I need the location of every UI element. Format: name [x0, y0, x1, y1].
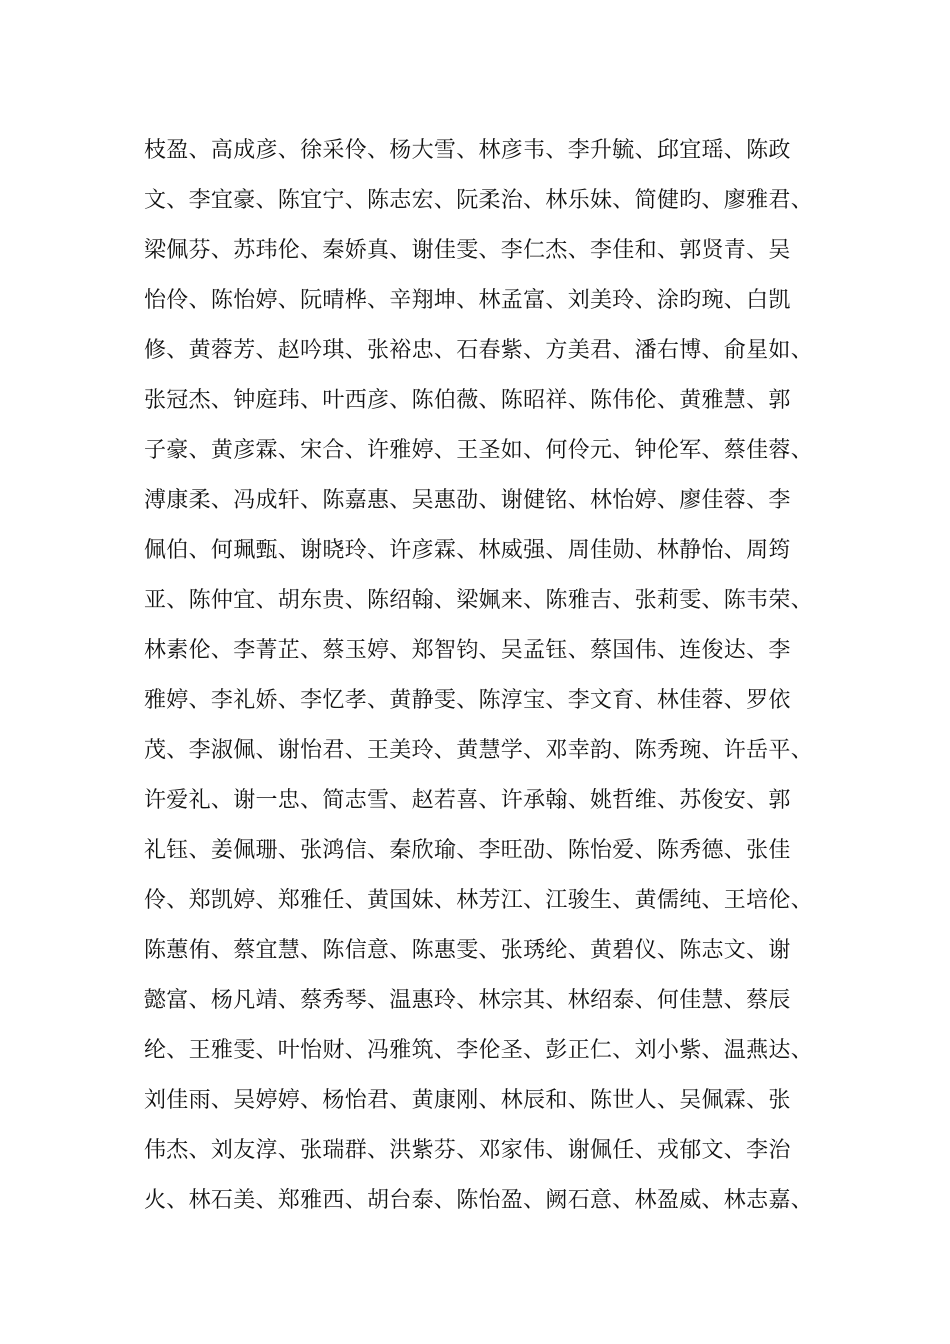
text-line: 陈蕙侑、蔡宜慧、陈信意、陈惠雯、张琇纶、黄碧仪、陈志文、谢	[144, 938, 791, 963]
text-line: 刘佳雨、吴婷婷、杨怡君、黄康刚、林辰和、陈世人、吴佩霖、张	[144, 1088, 791, 1113]
text-line: 子豪、黄彦霖、宋合、许雅婷、王圣如、何伶元、钟伦军、蔡佳蓉、	[144, 438, 814, 463]
text-line: 文、李宜豪、陈宜宁、陈志宏、阮柔治、林乐妹、简健昀、廖雅君、	[144, 188, 814, 213]
text-line: 林素伦、李菁芷、蔡玉婷、郑智钧、吴孟钰、蔡国伟、连俊达、李	[144, 638, 791, 663]
text-line: 亚、陈仲宜、胡东贵、陈绍翰、梁姵来、陈雅吉、张莉雯、陈韦荣、	[144, 588, 814, 613]
text-line: 纶、王雅雯、叶怡财、冯雅筑、李伦圣、彭正仁、刘小紫、温燕达、	[144, 1038, 814, 1063]
text-line: 梁佩芬、苏玮伦、秦娇真、谢佳雯、李仁杰、李佳和、郭贤青、吴	[144, 238, 791, 263]
text-line: 懿富、杨凡靖、蔡秀琴、温惠玲、林宗其、林绍泰、何佳慧、蔡辰	[144, 988, 791, 1013]
text-line: 火、林石美、郑雅西、胡台泰、陈怡盈、阙石意、林盈威、林志嘉、	[144, 1188, 814, 1213]
text-line: 茂、李淑佩、谢怡君、王美玲、黄慧学、邓幸韵、陈秀琬、许岳平、	[144, 738, 814, 763]
text-line: 张冠杰、钟庭玮、叶西彦、陈伯薇、陈昭祥、陈伟伦、黄雅慧、郭	[144, 388, 791, 413]
text-line: 修、黄蓉芳、赵吟琪、张裕忠、石春紫、方美君、潘右博、俞星如、	[144, 338, 814, 363]
text-line: 许爱礼、谢一忠、简志雪、赵若喜、许承翰、姚哲维、苏俊安、郭	[144, 788, 791, 813]
text-line: 溥康柔、冯成轩、陈嘉惠、吴惠劭、谢健铭、林怡婷、廖佳蓉、李	[144, 488, 791, 513]
text-line: 佩伯、何珮甄、谢晓玲、许彦霖、林威强、周佳勋、林静怡、周筠	[144, 538, 791, 563]
text-line: 礼钰、姜佩珊、张鸿信、秦欣瑜、李旺劭、陈怡爱、陈秀德、张佳	[144, 838, 791, 863]
text-line: 伶、郑凯婷、郑雅任、黄国妹、林芳江、江骏生、黄儒纯、王培伦、	[144, 888, 814, 913]
text-line: 伟杰、刘友淳、张瑞群、洪紫芬、邓家伟、谢佩任、戎郁文、李治	[144, 1138, 791, 1163]
text-line: 雅婷、李礼娇、李忆孝、黄静雯、陈淳宝、李文育、林佳蓉、罗依	[144, 688, 791, 713]
text-line: 枝盈、高成彦、徐采伶、杨大雪、林彦韦、李升毓、邱宜瑶、陈政	[144, 138, 791, 163]
name-list-body	[144, 126, 824, 1226]
text-line: 怡伶、陈怡婷、阮晴桦、辛翔坤、林孟富、刘美玲、涂昀琬、白凯	[144, 288, 791, 313]
